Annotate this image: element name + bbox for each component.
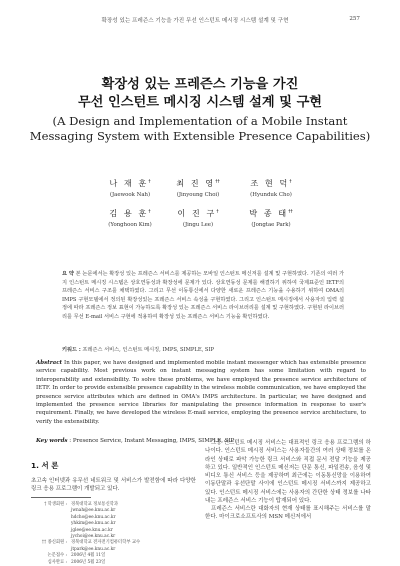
author-name-ko: 조 현 덕 xyxy=(250,178,290,188)
footnote-value: 경북대학교 정보통신학과 xyxy=(71,502,119,507)
author-5 xyxy=(163,208,233,228)
author-3 xyxy=(236,178,306,198)
footnote-row xyxy=(31,560,196,566)
abstract-korean-text: 본 논문에서는 확장성 있는 프레즌스 서비스를 제공하는 모바일 인스턴트 메신저를 설계 및 구현하였다. 기존의 여러 가지 인스턴트 메시징 시스템은 상호연동성과 확장성에 문제가 있다. 상호연동성 문제를 해결하기 위하여 국제표준인 IETF의 프레즌스 서비스 구조를 채택하였다. 그리고 무선 이동통신에서 다양한 새로운 프레즌스 기능을 수용하기 위하여 OMA의 IMPS 구현모델에서 정의된 확장성있는 프레즌스 서비스 속성을 구현하였다. 그리고 인스턴트 메시징에서 사용자의 입력 설정에 따라 프레즌스 정보 표현이 가능하도록 확장성 있는 프레즌스 서비스 라이브러리를 설계 및 구현하였다. 구현된 라이브러리를 무선 E-mail 서비스 구현에 적용하여 확장성 있는 프레즌스 서비스 기능을 확인하였다. xyxy=(62,271,344,320)
author-name-en: (Jongtae Park) xyxy=(251,222,291,228)
footnote-value: jwnah@ee.knu.ac.kr xyxy=(71,508,116,514)
author-mark: † xyxy=(148,209,151,215)
title-english-line1: (A Design and Implementation of a Mobile Instant xyxy=(52,114,348,128)
footnote-label: 심사완료 : xyxy=(47,559,67,565)
keywords-english-text: : Presence Service, Instant Messaging, IMPS, SIMPLE, SIP xyxy=(69,438,235,444)
abstract-english-label: Abstract xyxy=(36,360,63,366)
author-name-en: (Hyunduk Cho) xyxy=(250,192,292,198)
title-korean-line2: 무선 인스턴트 메시징 시스템 설계 및 구현 xyxy=(77,95,323,110)
footnote-value: hdcho@ee.knu.ac.kr xyxy=(71,514,116,520)
page-number: 257 xyxy=(349,16,360,22)
footnote-value: jtpark@ee.knu.ac.kr xyxy=(71,546,116,552)
running-header xyxy=(0,14,400,28)
title-english-line2: Messaging System with Extensible Presence Capabilities) xyxy=(29,128,371,143)
author-name-ko: 박 종 태 xyxy=(249,208,289,218)
footnote-value: jglee@ee.knu.ac.kr xyxy=(71,527,113,533)
section-heading-introduction: 1. 서 론 xyxy=(31,461,59,470)
author-name-ko: 김 용 훈 xyxy=(109,208,149,218)
intro-left-column: 초고속 인터넷과 유무선 네트워크 및 서비스가 발전함에 따라 다양한 링크 응용 프로그램이 개발되고 있다. xyxy=(31,478,196,493)
author-4 xyxy=(95,208,165,228)
abstract-english xyxy=(36,359,366,426)
author-2 xyxy=(163,178,233,198)
abstract-english-text: In this paper, we have designed and implemented mobile instant messenger which has extensible presence service capability. Most previous work on instant messaging system has some limitation with regard to interoperability and extensibility. To solve these problems, we have employed the presence service architecture of IETF. In order to provide extensible presence capability in the wireless mobile communication, we have employed the presence service attributes which are defined in OMA's IMPS architecture. In particular, we have designed and implemented the presence service libraries for manipulating the presence information in response to user's requirement. Finally, we have developed the wireless E-mail service, employing the presence service architecture, to verify the extensibility. xyxy=(36,360,367,425)
intro-paragraph: 그중 인스턴트 메시징 서비스는 대표적인 링크 응용 프로그램의 하나이다. 인스턴트 메시징 서비스는 사용자들간의 여러 상태 정보를 온라인 상태로 파악 가능한 링크 서비스와 직접 문서 전달 기능을 제공하고 있다. 일반적인 인스턴트 메신저는 단문 통신, 파일전송, 음성 및 비디오 통신 서비스 등을 제공하며 최근에는 이동통신망을 이용하여 이동단말과 유선단말 사이에 인스턴트 메시징 서비스까지 제공하고 있다. 인스턴트 메시징 서비스에는 사용자의 간단한 상태 정보를 나타내는 프레즌스 서비스 기능이 탑재되어 있다. xyxy=(205,440,371,504)
author-mark: † xyxy=(289,179,292,185)
author-name-en: (Jinyoung Choi) xyxy=(176,192,220,198)
keywords-korean-label: 키워드 : xyxy=(62,347,81,353)
intro-paragraph: 프레즌스 서비스란 대화자의 현재 상태를 표시해주는 서비스를 말한다. 마이크로소프트사의 MSN 메신저에서 xyxy=(205,506,371,521)
footnote-value: yhkim@ee.knu.ac.kr xyxy=(71,521,116,527)
author-mark: † xyxy=(216,209,219,215)
footnote-value: 경북대학교 전자전기컴퓨터학부 교수 xyxy=(71,540,141,546)
author-name-ko: 나 재 훈 xyxy=(109,178,149,188)
author-mark: †† xyxy=(288,209,293,215)
author-name-ko: 최 진 영 xyxy=(176,178,216,188)
title-english xyxy=(0,114,400,143)
running-title: 확장성 있는 프레즌스 기능을 가진 무선 인스턴트 메시징 시스템 설계 및 구현 xyxy=(101,18,289,24)
author-name-en: (Jaewook Nah) xyxy=(109,192,151,198)
author-footnotes xyxy=(31,502,196,566)
footnote-value: 2006년 4월 11일 xyxy=(71,553,106,559)
keywords-korean-text: 프레즌스 서비스, 인스턴트 메시징, IMPS, SIMPLE, SIP xyxy=(82,347,215,353)
keywords-english-label: Key words xyxy=(36,438,68,444)
author-6 xyxy=(236,208,306,228)
title-korean-line1: 확장성 있는 프레즌스 기능을 가진 xyxy=(101,77,299,92)
author-1 xyxy=(95,178,165,198)
intro-right-column xyxy=(205,439,371,522)
abstract-korean xyxy=(62,270,344,322)
footnote-value: jychoi@ee.knu.ac.kr xyxy=(71,534,116,540)
footnote-divider xyxy=(31,497,91,498)
author-mark: † xyxy=(148,179,151,185)
keywords-korean xyxy=(62,346,344,353)
author-name-en: (Jingu Lee) xyxy=(182,222,214,228)
author-mark: †† xyxy=(215,179,220,185)
footnote-label: †† 종신회원 : xyxy=(41,540,67,546)
abstract-korean-label: 요 약 xyxy=(62,271,74,277)
author-name-ko: 이 진 구 xyxy=(177,208,217,218)
author-name-en: (Yonghoon Kim) xyxy=(108,222,152,228)
footnote-label: 논문접수 : xyxy=(47,553,67,559)
footnote-value: 2006년 5월 23일 xyxy=(71,559,106,565)
footnote-label: † 학생회원 : xyxy=(44,502,67,507)
title-korean xyxy=(0,76,400,112)
